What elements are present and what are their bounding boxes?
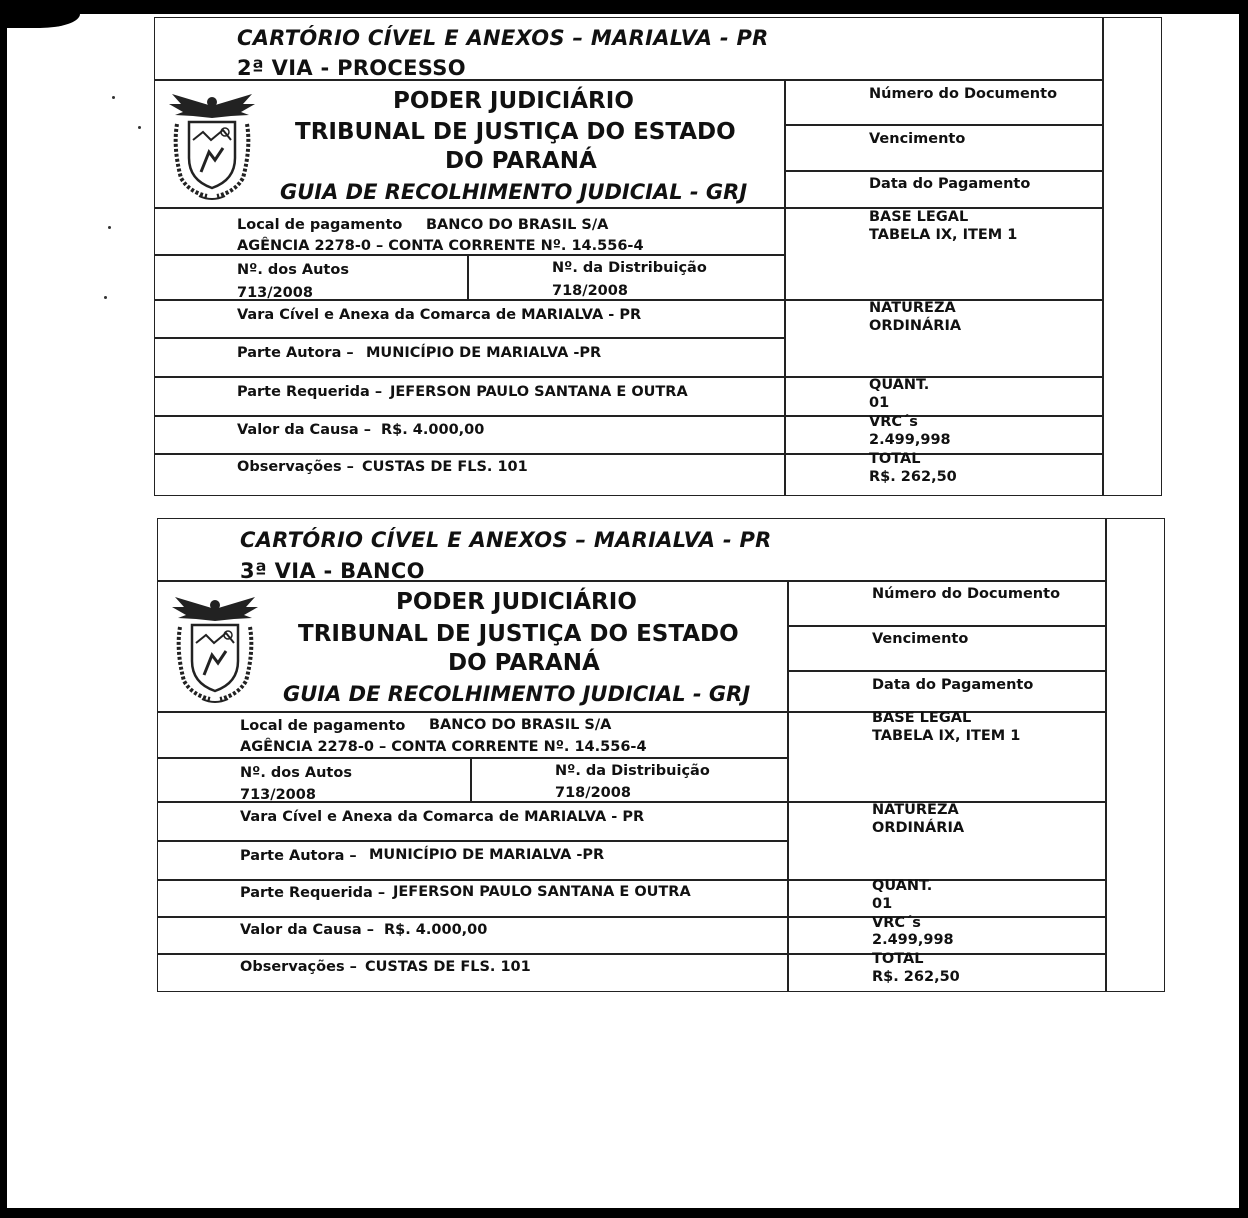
valor-causa-value: R$. 4.000,00 xyxy=(381,422,485,438)
valor-causa-label: Valor da Causa – xyxy=(237,422,372,438)
natureza-label: NATUREZA xyxy=(872,802,959,818)
scan-border-right xyxy=(1239,0,1248,1218)
row-divider xyxy=(784,170,1103,172)
numero-documento-label: Número do Documento xyxy=(872,586,1061,602)
cartorio-title: CARTÓRIO CÍVEL E ANEXOS – MARIALVA - PR xyxy=(240,528,772,552)
distribuicao-value: 718/2008 xyxy=(552,283,628,299)
vara-text: Vara Cível e Anexa da Comarca de MARIALVA - PR xyxy=(237,307,642,323)
scan-border-bottom xyxy=(0,1208,1248,1218)
autos-value: 713/2008 xyxy=(240,787,316,803)
vencimento-label: Vencimento xyxy=(869,131,966,147)
vrc-label: VRC´s xyxy=(869,414,918,430)
col-divider xyxy=(787,580,789,991)
grj-form-2a-via xyxy=(154,17,1162,496)
quant-label: QUANT. xyxy=(872,878,933,894)
total-label: TOTAL xyxy=(869,451,921,467)
agencia-conta: AGÊNCIA 2278-0 – CONTA CORRENTE Nº. 14.556-4 xyxy=(237,238,644,254)
tribunal-heading-line2: DO PARANÁ xyxy=(445,148,597,174)
poder-judiciario-heading: PODER JUDICIÁRIO xyxy=(393,88,634,114)
scan-border-corner xyxy=(0,14,80,28)
observacoes-value: CUSTAS DE FLS. 101 xyxy=(362,459,528,475)
autos-value: 713/2008 xyxy=(237,285,313,301)
data-pagamento-label: Data do Pagamento xyxy=(869,176,1031,192)
parte-requerida-label: Parte Requerida – xyxy=(237,384,383,400)
row-divider xyxy=(155,453,1103,455)
scan-border-top xyxy=(0,0,1248,14)
base-legal-label: BASE LEGAL xyxy=(872,710,972,726)
total-value: R$. 262,50 xyxy=(869,469,957,485)
col-divider xyxy=(784,79,786,495)
scan-speck xyxy=(108,226,111,229)
row-divider xyxy=(787,670,1106,672)
guia-heading: GUIA DE RECOLHIMENTO JUDICIAL - GRJ xyxy=(283,682,751,706)
row-divider xyxy=(158,840,787,842)
poder-judiciario-heading: PODER JUDICIÁRIO xyxy=(396,589,637,615)
vrc-label: VRC´s xyxy=(872,915,921,931)
distribuicao-label: Nº. da Distribuição xyxy=(555,763,710,779)
natureza-value: ORDINÁRIA xyxy=(869,318,962,334)
local-pagamento-value: BANCO DO BRASIL S/A xyxy=(429,717,612,733)
parana-coat-of-arms-icon xyxy=(167,88,257,203)
parte-requerida-value: JEFERSON PAULO SANTANA E OUTRA xyxy=(393,884,691,900)
vrc-value: 2.499,998 xyxy=(872,932,954,948)
observacoes-label: Observações – xyxy=(237,459,354,475)
vrc-value: 2.499,998 xyxy=(869,432,951,448)
scan-speck xyxy=(138,126,141,129)
base-legal-value: TABELA IX, ITEM 1 xyxy=(869,227,1018,243)
via-label: 2ª VIA - PROCESSO xyxy=(237,56,466,80)
parte-autora-value: MUNICÍPIO DE MARIALVA -PR xyxy=(369,847,605,863)
tribunal-heading-line2: DO PARANÁ xyxy=(448,650,600,676)
col-divider xyxy=(1102,18,1104,495)
quant-value: 01 xyxy=(869,395,890,411)
guia-heading: GUIA DE RECOLHIMENTO JUDICIAL - GRJ xyxy=(280,180,748,204)
row-divider xyxy=(158,953,1106,955)
grj-form-3a-via xyxy=(157,518,1165,992)
parte-requerida-label: Parte Requerida – xyxy=(240,885,386,901)
distribuicao-label: Nº. da Distribuição xyxy=(552,260,707,276)
scan-speck xyxy=(104,296,107,299)
col-divider xyxy=(470,757,472,801)
base-legal-label: BASE LEGAL xyxy=(869,209,969,225)
parana-coat-of-arms-icon xyxy=(170,591,260,706)
row-divider xyxy=(158,757,787,759)
observacoes-value: CUSTAS DE FLS. 101 xyxy=(365,959,531,975)
parte-autora-label: Parte Autora – xyxy=(237,345,354,361)
vencimento-label: Vencimento xyxy=(872,631,969,647)
distribuicao-value: 718/2008 xyxy=(555,785,631,801)
parte-autora-value: MUNICÍPIO DE MARIALVA -PR xyxy=(366,345,602,361)
tribunal-heading-line1: TRIBUNAL DE JUSTIÇA DO ESTADO xyxy=(295,119,736,145)
valor-causa-value: R$. 4.000,00 xyxy=(384,922,488,938)
autos-label: Nº. dos Autos xyxy=(240,765,352,781)
row-divider xyxy=(155,376,1103,378)
total-value: R$. 262,50 xyxy=(872,969,960,985)
quant-value: 01 xyxy=(872,896,893,912)
row-divider xyxy=(784,124,1103,126)
observacoes-label: Observações – xyxy=(240,959,357,975)
total-label: TOTAL xyxy=(872,951,924,967)
parte-autora-label: Parte Autora – xyxy=(240,848,357,864)
row-divider xyxy=(155,337,784,339)
row-divider xyxy=(158,879,1106,881)
row-divider xyxy=(787,625,1106,627)
col-divider xyxy=(467,254,469,299)
quant-label: QUANT. xyxy=(869,377,930,393)
parte-requerida-value: JEFERSON PAULO SANTANA E OUTRA xyxy=(390,384,688,400)
natureza-label: NATUREZA xyxy=(869,300,956,316)
local-pagamento-label: Local de pagamento xyxy=(240,718,406,734)
agencia-conta: AGÊNCIA 2278-0 – CONTA CORRENTE Nº. 14.556-4 xyxy=(240,739,647,755)
local-pagamento-label: Local de pagamento xyxy=(237,217,403,233)
tribunal-heading-line1: TRIBUNAL DE JUSTIÇA DO ESTADO xyxy=(298,621,739,647)
valor-causa-label: Valor da Causa – xyxy=(240,922,375,938)
via-label: 3ª VIA - BANCO xyxy=(240,559,425,583)
row-divider xyxy=(158,916,1106,918)
numero-documento-label: Número do Documento xyxy=(869,86,1058,102)
scan-speck xyxy=(112,96,115,99)
col-divider xyxy=(1105,519,1107,991)
row-divider xyxy=(155,254,784,256)
cartorio-title: CARTÓRIO CÍVEL E ANEXOS – MARIALVA - PR xyxy=(237,26,769,50)
natureza-value: ORDINÁRIA xyxy=(872,820,965,836)
vara-text: Vara Cível e Anexa da Comarca de MARIALVA - PR xyxy=(240,809,645,825)
local-pagamento-value: BANCO DO BRASIL S/A xyxy=(426,217,609,233)
base-legal-value: TABELA IX, ITEM 1 xyxy=(872,728,1021,744)
row-divider xyxy=(155,415,1103,417)
data-pagamento-label: Data do Pagamento xyxy=(872,677,1034,693)
autos-label: Nº. dos Autos xyxy=(237,262,349,278)
scan-border-left xyxy=(0,0,7,1218)
